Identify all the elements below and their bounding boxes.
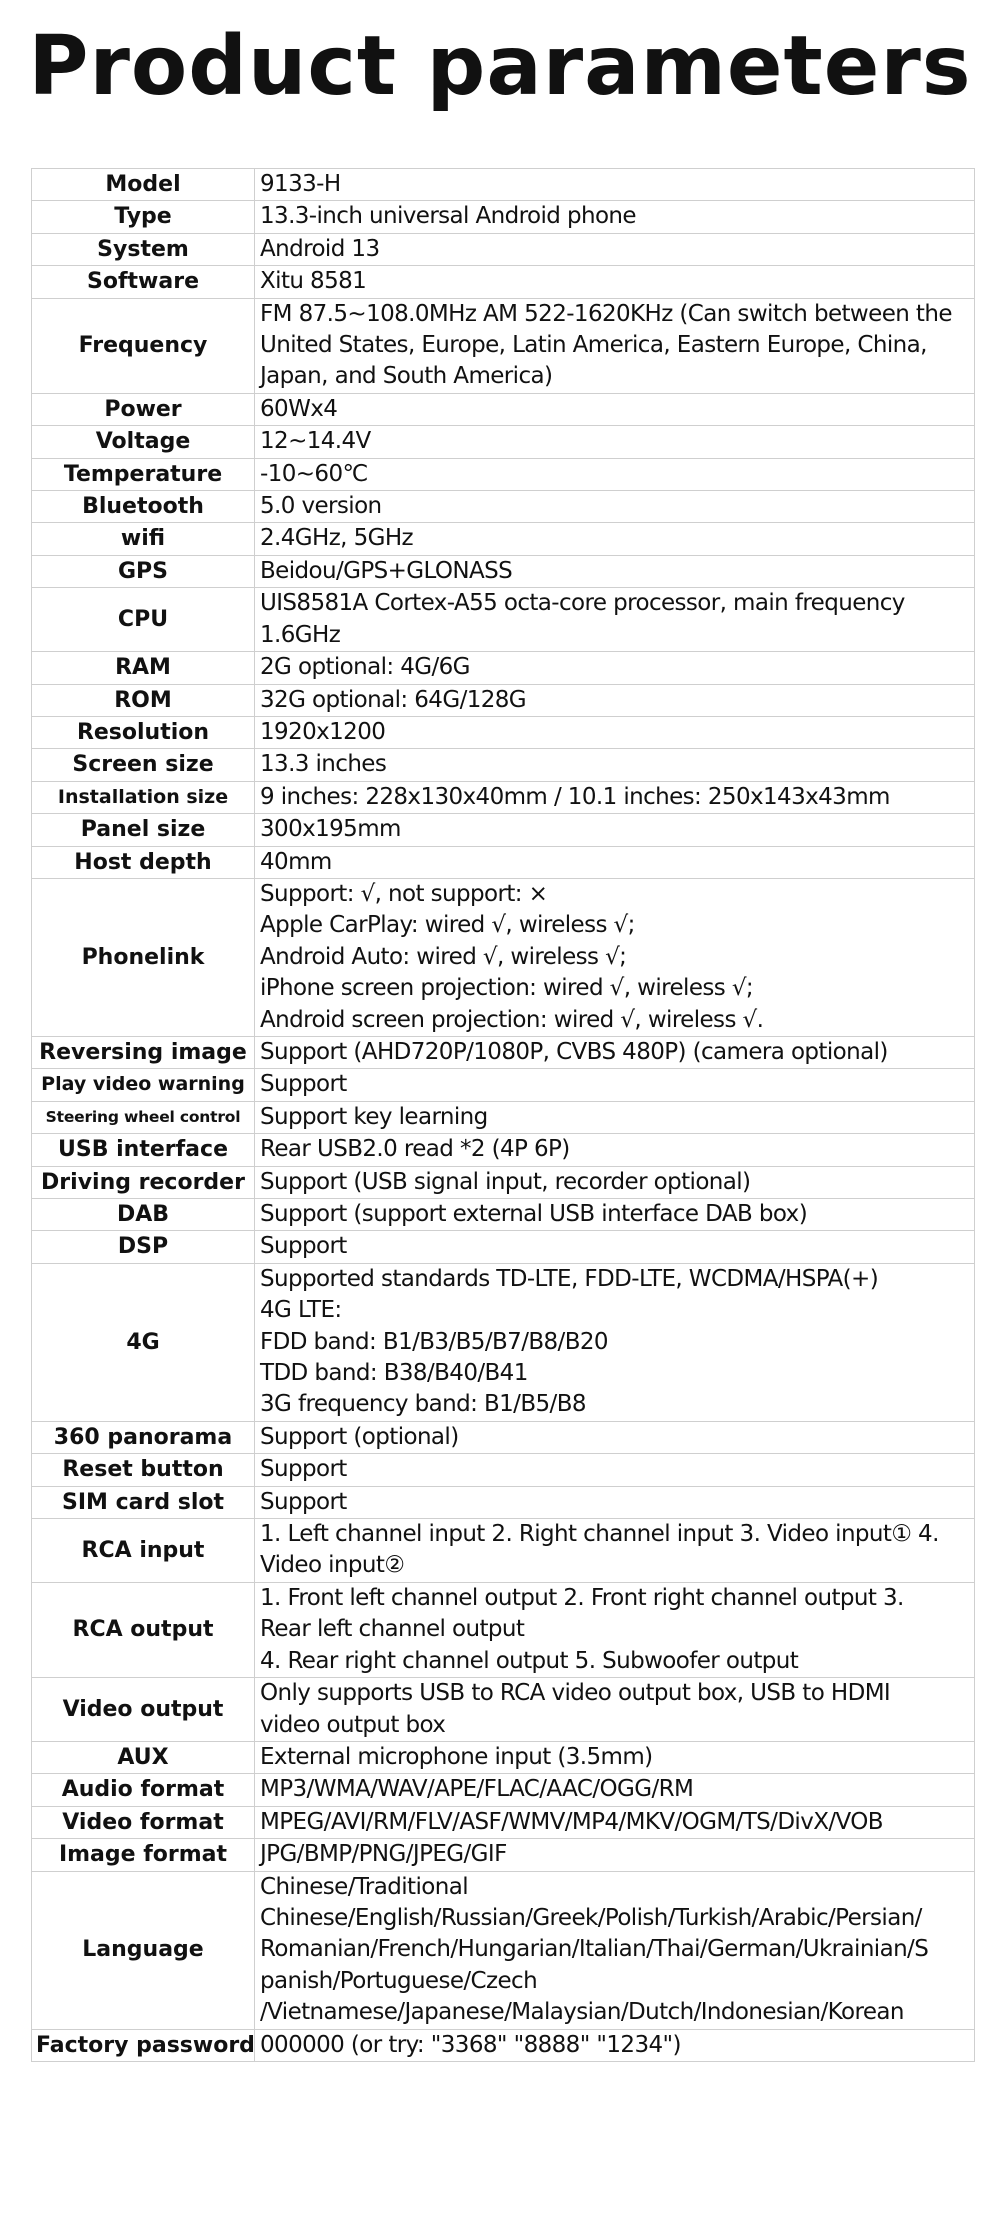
parameter-value — [255, 393, 975, 425]
parameter-value-line: Beidou/GPS+GLONASS — [260, 557, 513, 584]
parameter-value — [255, 781, 975, 813]
parameter-name: Factory password — [32, 2029, 255, 2061]
parameter-value-line: Rear USB2.0 read *2 (4P 6P) — [260, 1136, 570, 1163]
parameter-value — [255, 1101, 975, 1133]
parameter-value-line: Android screen projection: wired √, wireless √. — [260, 1006, 764, 1033]
parameter-row — [32, 169, 975, 201]
parameter-name: Model — [32, 169, 255, 201]
parameter-row — [32, 749, 975, 781]
parameter-value-line: Supported standards TD-LTE, FDD-LTE, WCDMA/HSPA(+) — [260, 1265, 879, 1292]
parameter-value — [255, 458, 975, 490]
parameter-value-line: 12~14.4V — [260, 428, 371, 455]
parameter-value — [255, 1806, 975, 1838]
parameter-row — [32, 555, 975, 587]
parameter-value-line: 300x195mm — [260, 816, 401, 843]
parameter-name: 4G — [32, 1263, 255, 1421]
parameter-name: Installation size — [32, 781, 255, 813]
parameter-value — [255, 1263, 975, 1421]
parameter-value-line: Support (optional) — [260, 1423, 459, 1450]
parameter-name: Power — [32, 393, 255, 425]
parameter-name: Voltage — [32, 426, 255, 458]
parameter-value — [255, 491, 975, 523]
parameter-name: Software — [32, 266, 255, 298]
parameter-row — [32, 846, 975, 878]
parameter-row — [32, 201, 975, 233]
parameter-value-line: Support key learning — [260, 1103, 488, 1130]
parameter-value-line: video output box — [260, 1711, 446, 1738]
parameter-name: Reversing image — [32, 1036, 255, 1068]
parameter-value-line: 13.3 inches — [260, 751, 387, 778]
parameter-value-line: Support — [260, 1071, 347, 1098]
parameters-table — [31, 168, 975, 2062]
parameter-value-line: TDD band: B38/B40/B41 — [260, 1360, 528, 1387]
parameter-value-line: panish/Portuguese/Czech — [260, 1967, 538, 1994]
parameter-value-line: 2.4GHz, 5GHz — [260, 525, 414, 552]
parameter-name: Reset button — [32, 1454, 255, 1486]
parameter-value-line: United States, Europe, Latin America, Eastern Europe, China, — [260, 332, 927, 359]
parameter-value-line: 32G optional: 64G/128G — [260, 686, 527, 713]
parameter-name: Frequency — [32, 298, 255, 393]
parameter-name: Resolution — [32, 716, 255, 748]
parameter-value — [255, 1678, 975, 1742]
parameter-row — [32, 1101, 975, 1133]
parameter-value-line: Rear left channel output — [260, 1616, 525, 1643]
parameter-value — [255, 684, 975, 716]
parameter-value-line: UIS8581A Cortex-A55 octa-core processor, main frequency — [260, 590, 905, 617]
parameter-row — [32, 1582, 975, 1677]
parameter-value-line: Support — [260, 1488, 347, 1515]
parameter-value-line: Support — [260, 1456, 347, 1483]
parameter-name: Panel size — [32, 814, 255, 846]
parameter-value-line: Android 13 — [260, 235, 380, 262]
parameter-row — [32, 814, 975, 846]
parameter-value-line: FM 87.5~108.0MHz AM 522-1620KHz (Can switch between the — [260, 300, 952, 327]
parameter-value-line: 4. Rear right channel output 5. Subwoofer output — [260, 1647, 799, 1674]
parameter-value-line: 1. Front left channel output 2. Front right channel output 3. — [260, 1584, 904, 1611]
parameter-row — [32, 1166, 975, 1198]
parameter-value — [255, 2029, 975, 2061]
parameter-name: Bluetooth — [32, 491, 255, 523]
parameter-value — [255, 1036, 975, 1068]
parameter-value-line: 2G optional: 4G/6G — [260, 654, 470, 681]
parameter-name: Language — [32, 1871, 255, 2029]
parameter-row — [32, 1678, 975, 1742]
parameter-value-line: Support (AHD720P/1080P, CVBS 480P) (camera optional) — [260, 1038, 888, 1065]
parameter-value — [255, 1454, 975, 1486]
parameter-row — [32, 1486, 975, 1518]
parameter-value-line: Support: √, not support: × — [260, 880, 548, 907]
parameter-row — [32, 491, 975, 523]
parameter-value — [255, 1069, 975, 1101]
parameter-value — [255, 716, 975, 748]
parameter-value-line: /Vietnamese/Japanese/Malaysian/Dutch/Indonesian/Korean — [260, 1999, 904, 2026]
parameter-value — [255, 1486, 975, 1518]
parameter-name: AUX — [32, 1741, 255, 1773]
parameter-row — [32, 588, 975, 652]
parameter-name: CPU — [32, 588, 255, 652]
parameter-value-line: Android Auto: wired √, wireless √; — [260, 943, 627, 970]
parameter-value-line: Video input② — [260, 1552, 405, 1579]
parameter-value-line: Support — [260, 1233, 347, 1260]
parameter-value-line: JPG/BMP/PNG/JPEG/GIF — [260, 1841, 507, 1868]
parameter-name: Driving recorder — [32, 1166, 255, 1198]
parameter-value-line: Support (USB signal input, recorder optional) — [260, 1168, 751, 1195]
page-title: Product parameters — [28, 19, 972, 114]
parameter-row — [32, 523, 975, 555]
parameter-value-line: External microphone input (3.5mm) — [260, 1743, 653, 1770]
parameter-name: Steering wheel control — [32, 1101, 255, 1133]
parameter-name: wifi — [32, 523, 255, 555]
parameters-table-body — [32, 169, 975, 2062]
parameter-row — [32, 1454, 975, 1486]
parameter-name: Video output — [32, 1678, 255, 1742]
parameter-row — [32, 458, 975, 490]
parameter-value-line: 1. Left channel input 2. Right channel input 3. Video input① 4. — [260, 1521, 939, 1548]
parameter-name: DAB — [32, 1199, 255, 1231]
parameter-value-line: MPEG/AVI/RM/FLV/ASF/WMV/MP4/MKV/OGM/TS/DivX/VOB — [260, 1808, 883, 1835]
parameter-value-line: FDD band: B1/B3/B5/B7/B8/B20 — [260, 1328, 608, 1355]
parameter-name: Screen size — [32, 749, 255, 781]
parameter-value-line: Chinese/Traditional — [260, 1873, 468, 1900]
parameter-name: System — [32, 233, 255, 265]
parameter-value-line: -10~60℃ — [260, 460, 368, 487]
parameter-name: RAM — [32, 652, 255, 684]
parameter-name: SIM card slot — [32, 1486, 255, 1518]
parameter-row — [32, 1519, 975, 1583]
parameter-row — [32, 1036, 975, 1068]
parameter-name: RCA output — [32, 1582, 255, 1677]
parameter-row — [32, 233, 975, 265]
parameter-value — [255, 1839, 975, 1871]
parameter-value — [255, 523, 975, 555]
parameter-value — [255, 1582, 975, 1677]
parameter-row — [32, 1134, 975, 1166]
parameter-name: GPS — [32, 555, 255, 587]
parameter-value-line: iPhone screen projection: wired √, wireless √; — [260, 975, 754, 1002]
parameter-value-line: Chinese/English/Russian/Greek/Polish/Turkish/Arabic/Persian/ — [260, 1904, 922, 1931]
parameter-name: Video format — [32, 1806, 255, 1838]
parameter-name: USB interface — [32, 1134, 255, 1166]
parameter-value — [255, 1166, 975, 1198]
parameter-value-line: 4G LTE: — [260, 1297, 342, 1324]
parameter-name: DSP — [32, 1231, 255, 1263]
parameter-row — [32, 1774, 975, 1806]
parameter-value — [255, 169, 975, 201]
parameter-row — [32, 1199, 975, 1231]
parameter-name: Phonelink — [32, 878, 255, 1036]
parameter-row — [32, 1871, 975, 2029]
parameter-row — [32, 1231, 975, 1263]
parameter-value-line: 000000 (or try: "3368" "8888" "1234") — [260, 2031, 681, 2058]
parameter-row — [32, 393, 975, 425]
parameter-name: ROM — [32, 684, 255, 716]
parameter-value-line: Apple CarPlay: wired √, wireless √; — [260, 912, 635, 939]
parameter-value — [255, 1231, 975, 1263]
parameter-value-line: Japan, and South America) — [260, 363, 553, 390]
parameter-name: 360 panorama — [32, 1421, 255, 1453]
parameter-value-line: 60Wx4 — [260, 395, 338, 422]
parameter-name: Type — [32, 201, 255, 233]
parameter-name: RCA input — [32, 1519, 255, 1583]
parameter-value-line: 9133-H — [260, 171, 341, 197]
parameter-row — [32, 1069, 975, 1101]
parameter-value — [255, 749, 975, 781]
parameter-name: Host depth — [32, 846, 255, 878]
parameter-value — [255, 1774, 975, 1806]
parameter-value — [255, 233, 975, 265]
parameter-value — [255, 1871, 975, 2029]
parameter-value-line: 13.3-inch universal Android phone — [260, 203, 636, 230]
parameter-value-line: 1920x1200 — [260, 718, 386, 745]
parameter-value — [255, 1741, 975, 1773]
parameter-name: Image format — [32, 1839, 255, 1871]
parameter-row — [32, 652, 975, 684]
parameter-value — [255, 555, 975, 587]
parameter-row — [32, 684, 975, 716]
parameter-value — [255, 652, 975, 684]
parameter-name: Audio format — [32, 1774, 255, 1806]
parameter-row — [32, 1263, 975, 1421]
parameter-row — [32, 716, 975, 748]
parameter-value — [255, 1134, 975, 1166]
parameter-value — [255, 814, 975, 846]
parameter-value — [255, 1421, 975, 1453]
parameter-value-line: Support (support external USB interface DAB box) — [260, 1201, 808, 1227]
parameter-value-line: Only supports USB to RCA video output box, USB to HDMI — [260, 1680, 891, 1707]
parameter-value-line: 3G frequency band: B1/B5/B8 — [260, 1391, 586, 1418]
parameter-value-line: MP3/WMA/WAV/APE/FLAC/AAC/OGG/RM — [260, 1776, 694, 1803]
parameter-value-line: Romanian/French/Hungarian/Italian/Thai/German/Ukrainian/S — [260, 1936, 929, 1963]
parameter-value-line: 9 inches: 228x130x40mm / 10.1 inches: 250x143x43mm — [260, 783, 890, 810]
parameter-value-line: 1.6GHz — [260, 621, 341, 648]
parameter-value-line: 5.0 version — [260, 493, 382, 520]
parameter-name: Play video warning — [32, 1069, 255, 1101]
parameter-value — [255, 1519, 975, 1583]
parameter-value — [255, 588, 975, 652]
parameter-row — [32, 1421, 975, 1453]
parameter-row — [32, 266, 975, 298]
parameter-value — [255, 1199, 975, 1231]
parameter-row — [32, 2029, 975, 2061]
parameter-value — [255, 878, 975, 1036]
parameter-value — [255, 846, 975, 878]
parameter-value — [255, 298, 975, 393]
parameter-row — [32, 1806, 975, 1838]
parameter-name: Temperature — [32, 458, 255, 490]
parameter-row — [32, 878, 975, 1036]
parameter-row — [32, 426, 975, 458]
parameter-value-line: Xitu 8581 — [260, 268, 367, 295]
parameter-value — [255, 266, 975, 298]
parameter-row — [32, 781, 975, 813]
parameter-value-line: 40mm — [260, 848, 332, 875]
parameter-value — [255, 201, 975, 233]
parameter-row — [32, 1839, 975, 1871]
parameter-row — [32, 298, 975, 393]
parameter-value — [255, 426, 975, 458]
parameter-row — [32, 1741, 975, 1773]
